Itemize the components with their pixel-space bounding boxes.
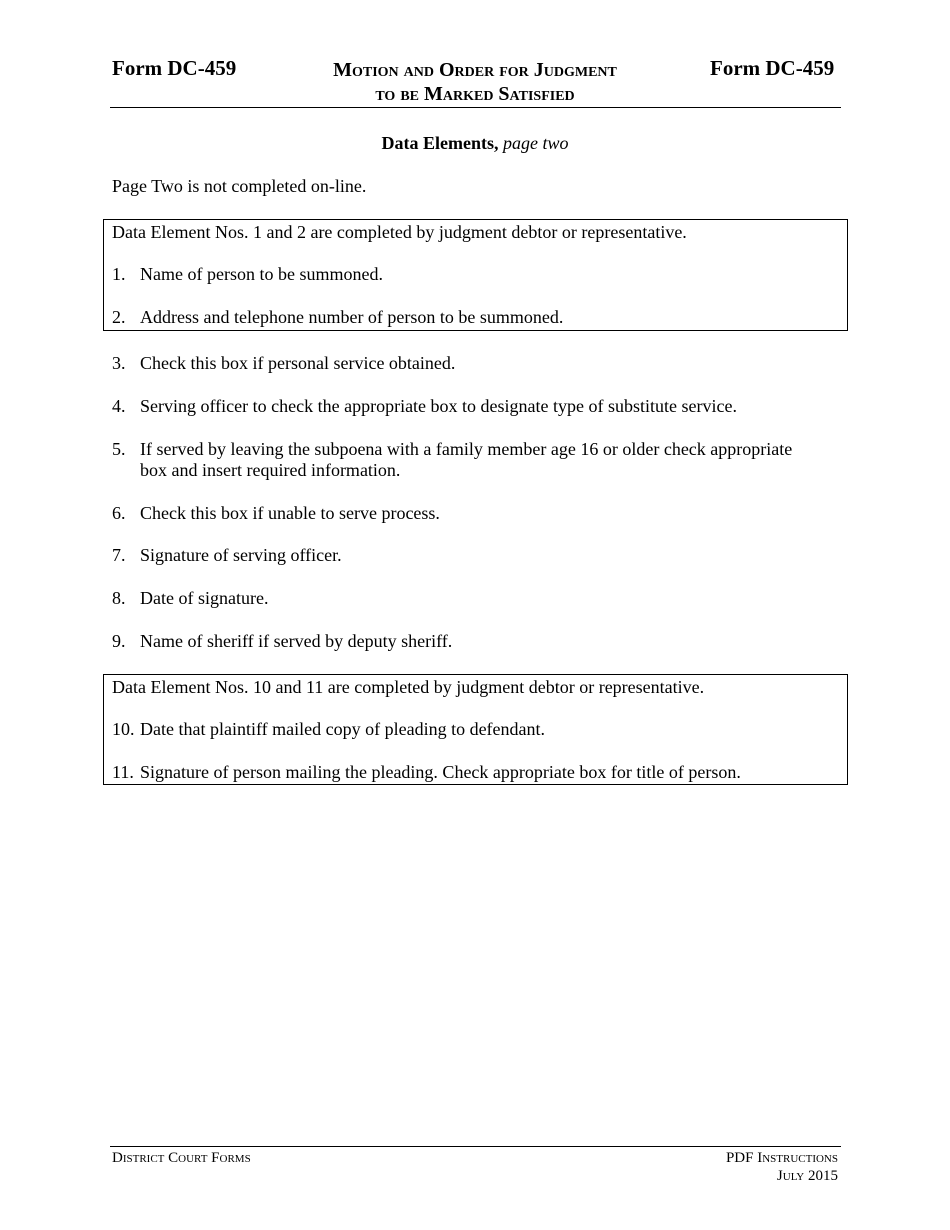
item-number: 7. bbox=[112, 545, 126, 565]
item-text: Date of signature. bbox=[140, 588, 269, 608]
intro-note: Page Two is not completed on-line. bbox=[112, 176, 367, 196]
form-number-left: Form DC-459 bbox=[112, 56, 237, 80]
item-number: 10. bbox=[112, 719, 135, 739]
header-divider bbox=[110, 107, 841, 108]
item-number: 3. bbox=[112, 353, 126, 373]
item-text: Check this box if personal service obtained. bbox=[140, 353, 456, 373]
item-text: Signature of serving officer. bbox=[140, 545, 342, 565]
section-heading-main: Data Elements, bbox=[381, 133, 499, 153]
item-text: Name of sheriff if served by deputy sheriff. bbox=[140, 631, 453, 651]
section-heading-page: page two bbox=[502, 133, 569, 153]
item-text: If served by leaving the subpoena with a family member age 16 or older check appropriate bbox=[140, 439, 793, 459]
footer-doc-type: PDF Instructions bbox=[725, 1150, 838, 1166]
item-text: Check this box if unable to serve process. bbox=[140, 503, 440, 523]
item-text: Serving officer to check the appropriate box to designate type of substitute service. bbox=[140, 396, 737, 416]
item-number: 6. bbox=[112, 503, 126, 523]
box-2-note: Data Element Nos. 10 and 11 are completed by judgment debtor or representative. bbox=[112, 677, 705, 697]
item-number: 9. bbox=[112, 631, 126, 651]
item-text-continued: box and insert required information. bbox=[140, 460, 401, 480]
item-number: 5. bbox=[112, 439, 126, 459]
box-1-note: Data Element Nos. 1 and 2 are completed by judgment debtor or representative. bbox=[112, 222, 687, 242]
item-text: Date that plaintiff mailed copy of pleading to defendant. bbox=[140, 719, 546, 739]
item-number: 8. bbox=[112, 588, 126, 608]
item-number: 1. bbox=[112, 264, 126, 284]
footer-divider bbox=[110, 1146, 841, 1147]
item-text: Address and telephone number of person to be summoned. bbox=[140, 307, 564, 327]
section-heading bbox=[0, 133, 950, 154]
form-title-line-1: Motion and Order for Judgment bbox=[333, 59, 617, 81]
item-number: 11. bbox=[112, 762, 134, 782]
form-number-right: Form DC-459 bbox=[710, 56, 835, 80]
item-number: 4. bbox=[112, 396, 126, 416]
form-title-line-2: to be Marked Satisfied bbox=[375, 83, 575, 105]
footer-source: District Court Forms bbox=[112, 1150, 251, 1166]
item-text: Signature of person mailing the pleading. Check appropriate box for title of person. bbox=[140, 762, 741, 782]
item-number: 2. bbox=[112, 307, 126, 327]
item-text: Name of person to be summoned. bbox=[140, 264, 383, 284]
footer-date: July 2015 bbox=[776, 1168, 838, 1184]
